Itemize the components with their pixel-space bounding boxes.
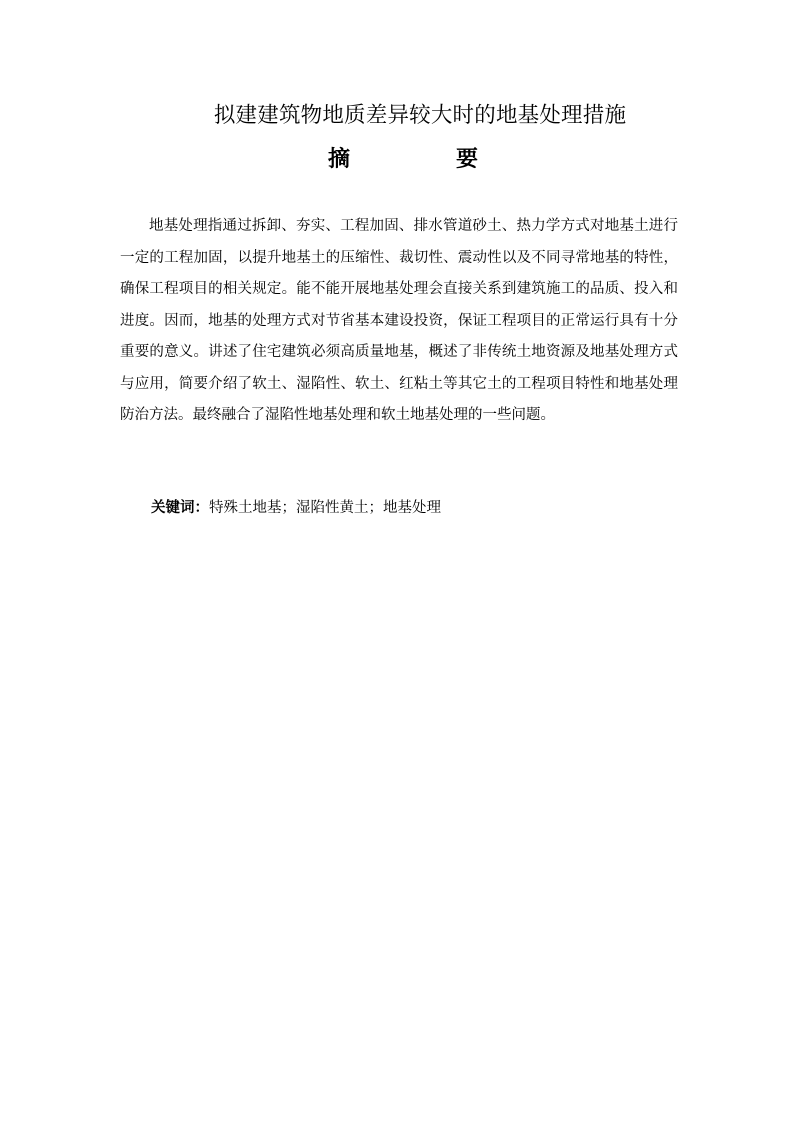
abstract-body: 地基处理指通过拆卸、夯实、工程加固、排水管道砂土、热力学方式对地基土进行一定的工程加固，以提升地基土的压缩性、裁切性、震动性以及不同寻常地基的特性，确保工程项目的相关规定。能不能开展地基处理会直接关系到建筑施工的品质、投入和进度。因而，地基的处理方式对节省基本建设投资，保证工程项目的正常运行具有十分重要的意义。讲述了住宅建筑必须高质量地基，概述了非传统土地资源及地基处理方式与应用，简要介绍了软土、湿陷性、软土、红粘土等其它土的工程项目特性和地基处理防治方法。最终融合了湿陷性地基处理和软土地基处理的一些问题。 — [120, 218, 678, 423]
abstract-heading-char-1: 摘 — [328, 147, 351, 172]
abstract-heading — [328, 144, 478, 176]
keywords-line — [151, 494, 671, 522]
abstract-heading-char-2: 要 — [455, 147, 478, 172]
keywords-value: 特殊土地基；湿陷性黄土；地基处理 — [209, 500, 441, 516]
document-title: 拟建建筑物地质差异较大时的地基处理措施 — [213, 103, 627, 128]
keywords-label: 关键词： — [151, 500, 209, 516]
